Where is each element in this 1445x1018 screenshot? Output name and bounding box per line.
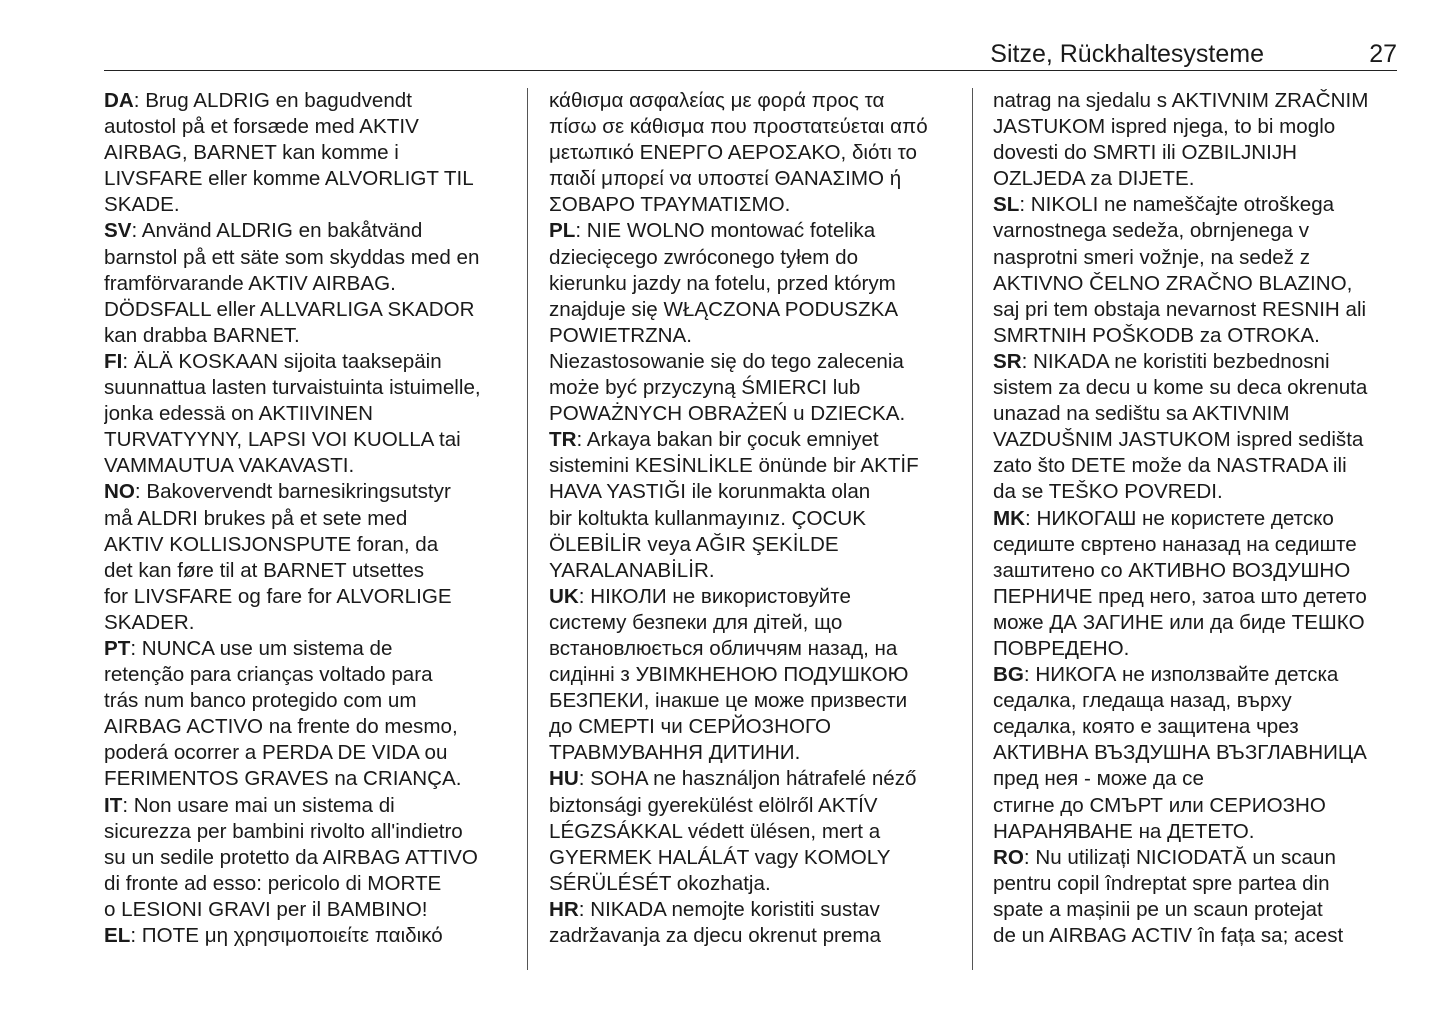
- line-text: : Arkaya bakan bir çocuk emniyet: [576, 428, 879, 452]
- text-line: [549, 766, 954, 792]
- line-text: POWIETRZNA.: [549, 323, 693, 347]
- text-line: [104, 271, 509, 297]
- line-text: κάθισμα ασφαλείας με φορά προς τα: [549, 89, 885, 112]
- text-line: [104, 662, 509, 688]
- text-line: [993, 871, 1397, 897]
- line-text: bir koltukta kullanmayınız. ÇOCUK: [549, 506, 867, 530]
- language-code: DA: [104, 89, 134, 112]
- text-line: [549, 297, 954, 323]
- line-text: varnostnega sedeža, obrnjenega v: [993, 219, 1309, 243]
- language-code: SV: [104, 219, 132, 243]
- line-text: πίσω σε κάθισμα που προστατεύεται από: [549, 115, 928, 139]
- line-text: SKADER.: [104, 610, 195, 634]
- text-line: [549, 845, 954, 871]
- text-line: [549, 923, 954, 949]
- line-text: AKTIV KOLLISJONSPUTE foran, da: [104, 532, 439, 556]
- line-text: sicurezza per bambini rivolto all'indietro: [104, 819, 463, 843]
- text-line: [549, 218, 954, 244]
- language-code: MK: [993, 506, 1026, 530]
- text-line: [993, 793, 1397, 819]
- text-line: [104, 714, 509, 740]
- line-text: poderá ocorrer a PERDA DE VIDA ou: [104, 741, 448, 765]
- line-text: пред нея - може да се: [993, 767, 1204, 791]
- text-line: [104, 506, 509, 532]
- line-text: VAZDUŠNIM JASTUKOM ispred sedišta: [993, 428, 1364, 452]
- line-text: до СМЕРТІ чи СЕРЙОЗНОГО: [549, 715, 832, 739]
- line-text: spate a mașinii pe un scaun protejat: [993, 897, 1323, 921]
- text-line: [993, 558, 1397, 584]
- text-line: [549, 140, 954, 166]
- line-text: АКТИВНА ВЪЗДУШНА ВЪЗГЛАВНИЦА: [993, 741, 1367, 765]
- text-line: [549, 192, 954, 218]
- text-line: [549, 271, 954, 297]
- text-line: [993, 140, 1397, 166]
- text-line: [549, 479, 954, 505]
- line-text: TURVATYYNY, LAPSI VOI KUOLLA tai: [104, 428, 461, 452]
- line-text: AKTIVNO ČELNO ZRAČNO BLAZINO,: [993, 271, 1353, 295]
- language-code: UK: [549, 584, 579, 608]
- line-text: : Nu utilizați NICIODATĂ un scaun: [1023, 845, 1336, 869]
- line-text: kierunku jazdy na fotelu, przed którym: [549, 271, 896, 295]
- text-line: [993, 923, 1397, 949]
- line-text: SMRTNIH POŠKODB za OTROKA.: [993, 323, 1320, 347]
- line-text: sistem za decu u kome su deca okrenuta: [993, 376, 1368, 400]
- line-text: da se TEŠKO POVREDI.: [993, 480, 1223, 504]
- language-code: IT: [104, 793, 123, 817]
- line-text: ПЕРНИЧЕ пред него, затоа што детето: [993, 584, 1367, 608]
- line-text: nasprotni smeri vožnje, na sedež z: [993, 245, 1311, 269]
- line-text: : NIE WOLNO montować fotelika: [575, 219, 876, 243]
- language-code: HR: [549, 897, 579, 921]
- line-text: ΣΟΒΑΡΟ ΤΡΑΥΜΑΤΙΣΜΟ.: [549, 193, 791, 217]
- line-text: FERIMENTOS GRAVES na CRIANÇA.: [104, 767, 462, 791]
- text-line: [549, 323, 954, 349]
- text-line: [993, 375, 1397, 401]
- line-text: znajduje się WŁĄCZONA PODUSZKA: [549, 297, 899, 321]
- text-line: [104, 819, 509, 845]
- line-text: седалка, която е защитена чрез: [993, 715, 1299, 739]
- line-text: autostol på et forsæde med AKTIV: [104, 115, 419, 139]
- line-text: ПОВРЕДЕНО.: [993, 636, 1130, 660]
- text-line: [549, 245, 954, 271]
- line-text: HAVA YASTIĞI ile korunmakta olan: [549, 480, 871, 504]
- line-text: седалка, гледаща назад, върху: [993, 689, 1292, 713]
- column-divider: [972, 88, 973, 970]
- line-text: AIRBAG, BARNET kan komme i: [104, 141, 399, 165]
- line-text: pentru copil îndreptat spre partea din: [993, 871, 1330, 895]
- text-column-2: [549, 88, 954, 968]
- text-line: [104, 766, 509, 792]
- line-text: сидінні з УВІМКНЕНОЮ ПОДУШКОЮ: [549, 663, 909, 687]
- section-title: Sitze, Rückhaltesysteme: [990, 40, 1264, 68]
- line-text: DÖDSFALL eller ALLVARLIGA SKADOR: [104, 297, 475, 321]
- text-line: [104, 218, 509, 244]
- line-text: må ALDRI brukes på et sete med: [104, 506, 408, 530]
- text-line: [993, 766, 1397, 792]
- line-text: AIRBAG ACTIVO na frente do mesmo,: [104, 715, 458, 739]
- language-code: NO: [104, 480, 135, 504]
- text-line: [104, 479, 509, 505]
- line-text: систему безпеки для дітей, що: [549, 610, 843, 634]
- text-line: [993, 323, 1397, 349]
- line-text: de un AIRBAG ACTIV în fața sa; acest: [993, 924, 1344, 947]
- text-line: [104, 114, 509, 140]
- line-text: unazad na sedištu sa AKTIVNIM: [993, 402, 1290, 426]
- text-line: [104, 532, 509, 558]
- line-text: : НИКОГАШ не користете детско: [1025, 506, 1334, 530]
- line-text: SKADE.: [104, 193, 180, 217]
- page-header: [104, 36, 1397, 71]
- text-line: [549, 401, 954, 427]
- text-line: [104, 845, 509, 871]
- line-text: седиште свртено наназад на седиште: [993, 532, 1357, 556]
- line-text: μετωπικό ΕΝΕΡΓΟ ΑΕΡΟΣΑΚΟ, διότι το: [549, 141, 917, 165]
- text-line: [549, 166, 954, 192]
- line-text: VAMMAUTUA VAKAVASTI.: [104, 454, 355, 478]
- text-line: [104, 166, 509, 192]
- text-line: [993, 271, 1397, 297]
- text-line: [993, 897, 1397, 923]
- line-text: може ДА ЗАГИНЕ или да биде ТЕШКО: [993, 610, 1365, 634]
- line-text: det kan føre til at BARNET utsettes: [104, 558, 425, 582]
- line-text: o LESIONI GRAVI per il BAMBINO!: [104, 897, 428, 921]
- line-text: zadržavanja za djecu okrenut prema: [549, 924, 881, 947]
- line-text: БЕЗПЕКИ, інакше це може призвести: [549, 689, 908, 713]
- text-line: [993, 401, 1397, 427]
- text-line: [104, 584, 509, 610]
- line-text: : ΠΟΤΕ μη χρησιμοποιείτε παιδικό: [130, 924, 443, 947]
- line-text: LÉGZSÁKKAL védett ülésen, mert a: [549, 819, 881, 843]
- text-line: [549, 506, 954, 532]
- text-line: [993, 218, 1397, 244]
- language-code: FI: [104, 349, 123, 373]
- line-text: trás num banco protegido com um: [104, 689, 417, 713]
- text-line: [104, 140, 509, 166]
- page-number: 27: [1369, 40, 1397, 68]
- text-line: [104, 871, 509, 897]
- text-line: [104, 349, 509, 375]
- text-line: [993, 88, 1397, 114]
- text-line: [104, 323, 509, 349]
- language-code: SL: [993, 193, 1020, 217]
- text-line: [993, 349, 1397, 375]
- column-divider: [527, 88, 528, 970]
- text-line: [993, 506, 1397, 532]
- text-line: [104, 401, 509, 427]
- language-code: BG: [993, 663, 1024, 687]
- line-text: kan drabba BARNET.: [104, 323, 300, 347]
- text-line: [993, 740, 1397, 766]
- line-text: : Brug ALDRIG en bagudvendt: [133, 89, 412, 112]
- line-text: su un sedile protetto da AIRBAG ATTIVO: [104, 845, 478, 869]
- text-line: [549, 714, 954, 740]
- line-text: : ÄLÄ KOSKAAN sijoita taaksepäin: [122, 349, 442, 373]
- line-text: jonka edessä on AKTIIVINEN: [104, 402, 374, 426]
- text-line: [104, 793, 509, 819]
- text-line: [993, 166, 1397, 192]
- language-code: TR: [549, 428, 577, 452]
- text-line: [104, 88, 509, 114]
- text-line: [104, 923, 509, 949]
- line-text: ÖLEBİLİR veya AĞIR ŞEKİLDE: [549, 532, 839, 556]
- text-column-3: [993, 88, 1397, 968]
- text-line: [993, 636, 1397, 662]
- language-code: RO: [993, 845, 1024, 869]
- text-line: [549, 610, 954, 636]
- line-text: встановлюється обличчям назад, на: [549, 636, 898, 660]
- text-line: [104, 688, 509, 714]
- line-text: : Bakovervendt barnesikringsutstyr: [134, 480, 451, 504]
- line-text: : NUNCA use um sistema de: [130, 636, 393, 660]
- text-line: [549, 662, 954, 688]
- text-line: [104, 297, 509, 323]
- line-text: dziecięcego zwróconego tyłem do: [549, 245, 859, 269]
- line-text: ТРАВМУВАННЯ ДИТИНИ.: [549, 741, 801, 765]
- line-text: OZLJEDA za DIJETE.: [993, 167, 1195, 191]
- text-line: [104, 740, 509, 766]
- line-text: SÉRÜLÉSÉT okozhatja.: [549, 871, 771, 895]
- text-line: [549, 88, 954, 114]
- line-text: zato što DETE može da NASTRADA ili: [993, 454, 1347, 478]
- text-line: [549, 740, 954, 766]
- line-text: GYERMEK HALÁLÁT vagy KOMOLY: [549, 845, 891, 869]
- text-line: [993, 688, 1397, 714]
- text-line: [993, 714, 1397, 740]
- line-text: НАРАНЯВАНЕ на ДЕТЕТО.: [993, 819, 1255, 843]
- text-line: [549, 897, 954, 923]
- line-text: framförvarande AKTIV AIRBAG.: [104, 271, 396, 295]
- text-line: [993, 245, 1397, 271]
- language-code: HU: [549, 767, 579, 791]
- line-text: : Använd ALDRIG en bakåtvänd: [131, 219, 423, 243]
- line-text: di fronte ad esso: pericolo di MORTE: [104, 871, 442, 895]
- language-code: PT: [104, 636, 131, 660]
- language-code: EL: [104, 924, 131, 947]
- line-text: natrag na sjedalu s AKTIVNIM ZRAČNIM: [993, 89, 1369, 112]
- text-line: [549, 349, 954, 375]
- text-line: [993, 532, 1397, 558]
- line-text: JASTUKOM ispred njega, to bi moglo: [993, 115, 1336, 139]
- text-line: [993, 297, 1397, 323]
- line-text: παιδί μπορεί να υποστεί ΘΑΝΑΣΙΜΟ ή: [549, 167, 902, 191]
- text-line: [993, 662, 1397, 688]
- line-text: заштитено со АКТИВНО ВОЗДУШНО: [993, 558, 1351, 582]
- line-text: : НІКОЛИ не використовуйте: [578, 584, 851, 608]
- line-text: : НИКОГА не използвайте детска: [1023, 663, 1339, 687]
- line-text: suunnattua lasten turvaistuinta istuimelle,: [104, 376, 481, 400]
- text-line: [104, 636, 509, 662]
- line-text: dovesti do SMRTI ili OZBILJNIJH: [993, 141, 1298, 165]
- text-line: [104, 897, 509, 923]
- text-line: [104, 610, 509, 636]
- language-code: PL: [549, 219, 576, 243]
- text-line: [993, 610, 1397, 636]
- text-line: [993, 427, 1397, 453]
- text-line: [549, 584, 954, 610]
- text-line: [549, 375, 954, 401]
- text-line: [549, 114, 954, 140]
- text-line: [549, 532, 954, 558]
- text-line: [549, 793, 954, 819]
- line-text: YARALANABİLİR.: [549, 558, 715, 582]
- line-text: biztonsági gyerekülést elölről AKTÍV: [549, 793, 878, 817]
- line-text: : Non usare mai un sistema di: [122, 793, 395, 817]
- text-line: [993, 479, 1397, 505]
- text-line: [993, 845, 1397, 871]
- text-line: [104, 558, 509, 584]
- line-text: : NIKADA ne koristiti bezbednosni: [1021, 349, 1330, 373]
- text-line: [549, 819, 954, 845]
- line-text: LIVSFARE eller komme ALVORLIGT TIL: [104, 167, 474, 191]
- text-line: [549, 688, 954, 714]
- line-text: стигне до СМЪРТ или СЕРИОЗНО: [993, 793, 1326, 817]
- text-line: [104, 245, 509, 271]
- text-line: [549, 558, 954, 584]
- line-text: for LIVSFARE og fare for ALVORLIGE: [104, 584, 452, 608]
- text-line: [993, 114, 1397, 140]
- line-text: : NIKADA nemojte koristiti sustav: [578, 897, 880, 921]
- text-line: [104, 375, 509, 401]
- line-text: może być przyczyną ŚMIERCI lub: [549, 376, 861, 400]
- text-line: [549, 427, 954, 453]
- text-line: [993, 453, 1397, 479]
- text-line: [104, 192, 509, 218]
- line-text: sistemini KESİNLİKLE önünde bir AKTİF: [549, 454, 919, 478]
- line-text: barnstol på ett säte som skyddas med en: [104, 245, 480, 269]
- line-text: saj pri tem obstaja nevarnost RESNIH ali: [993, 297, 1367, 321]
- text-line: [549, 453, 954, 479]
- line-text: : SOHA ne használjon hátrafelé néző: [578, 767, 917, 791]
- line-text: Niezastosowanie się do tego zalecenia: [549, 349, 904, 373]
- text-line: [104, 427, 509, 453]
- line-text: : NIKOLI ne nameščajte otroškega: [1019, 193, 1335, 217]
- text-line: [993, 192, 1397, 218]
- text-line: [993, 584, 1397, 610]
- text-line: [549, 636, 954, 662]
- text-line: [993, 819, 1397, 845]
- text-line: [104, 453, 509, 479]
- text-line: [549, 871, 954, 897]
- language-code: SR: [993, 349, 1022, 373]
- line-text: retenção para crianças voltado para: [104, 663, 433, 687]
- text-column-1: [104, 88, 509, 968]
- line-text: POWAŻNYCH OBRAŻEŃ u DZIECKA.: [549, 402, 906, 426]
